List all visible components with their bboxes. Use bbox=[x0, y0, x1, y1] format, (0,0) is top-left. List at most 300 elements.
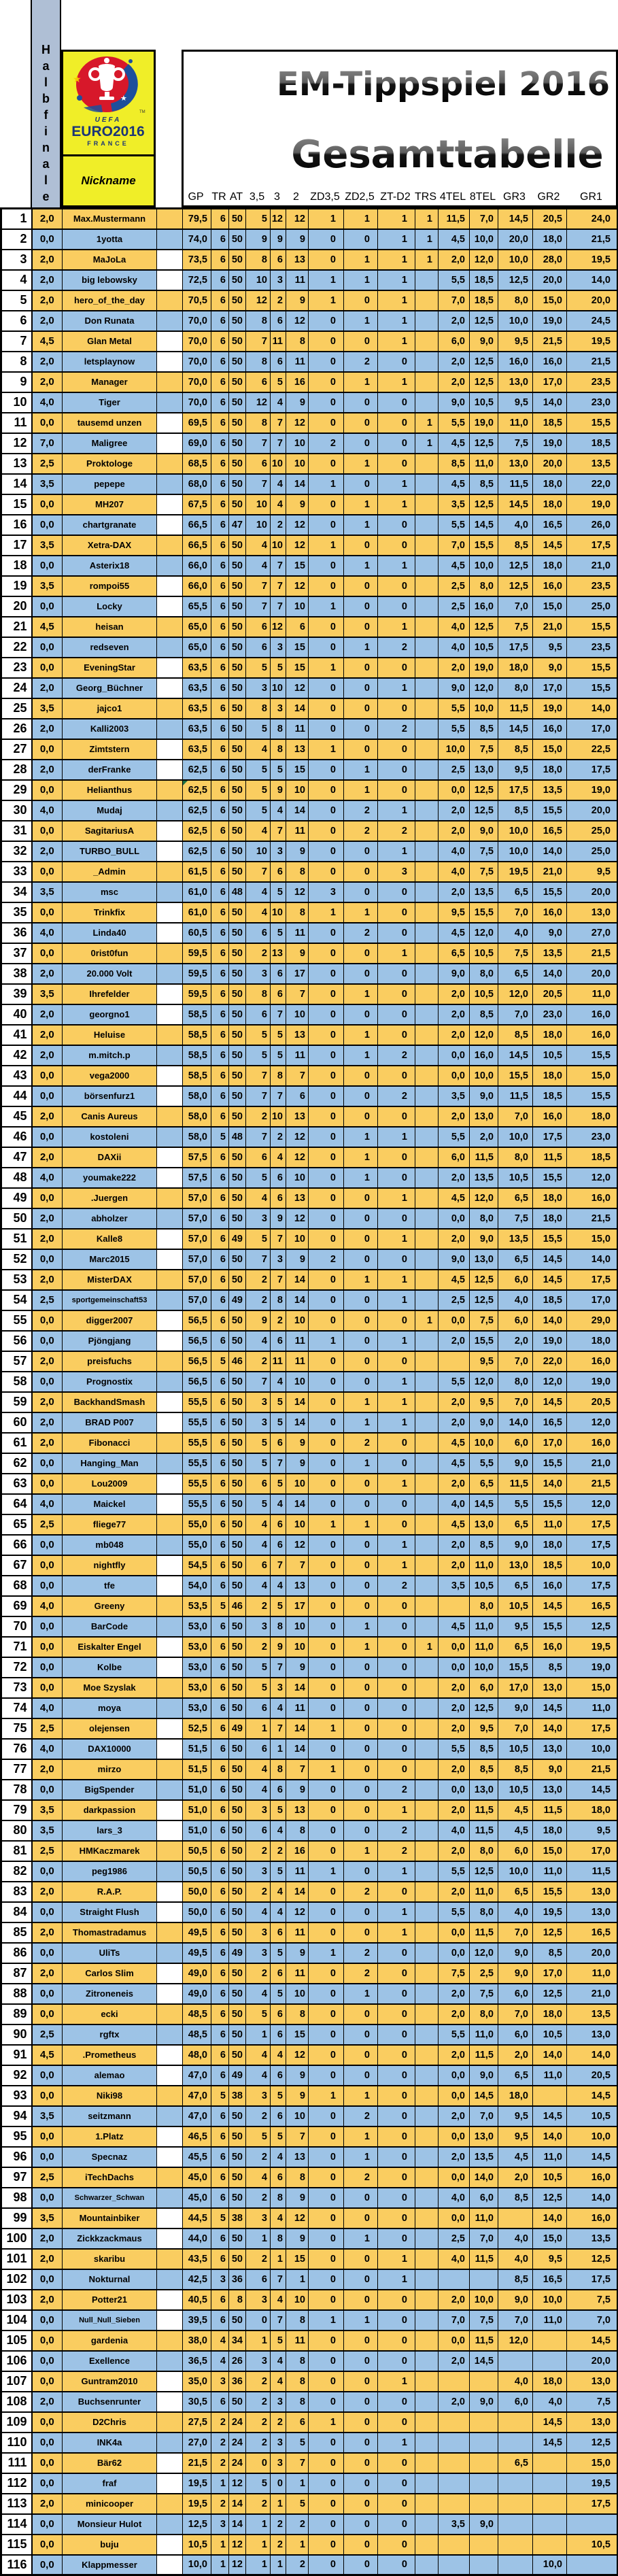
cell-stat: 2 bbox=[344, 1433, 378, 1453]
cell-stat: 24 bbox=[229, 2433, 246, 2453]
cell-stat: 17,0 bbox=[533, 372, 567, 392]
cell-stat: 6 bbox=[271, 250, 286, 270]
cell-stat: 4 bbox=[246, 2065, 271, 2086]
cell-nickname: georgno1 bbox=[63, 1004, 157, 1025]
cell-stat: 8,0 bbox=[470, 1208, 498, 1229]
cell-stat: 7,5 bbox=[498, 433, 533, 454]
cell-stat: 2 bbox=[271, 2514, 286, 2535]
cell-stat: 8 bbox=[246, 698, 271, 719]
cell-stat: 3 bbox=[211, 2371, 229, 2392]
cell-rank: 102 bbox=[1, 2269, 32, 2290]
cell-stat: 3 bbox=[246, 2351, 271, 2371]
cell-stat: 3 bbox=[246, 1943, 271, 1963]
cell-stat: 2,0 bbox=[439, 984, 470, 1004]
cell-stat: 20,0 bbox=[498, 229, 533, 250]
cell-nickname: Tiger bbox=[63, 392, 157, 413]
cell-halbfinale-points: 2,5 bbox=[32, 2167, 63, 2188]
cell-stat: 0 bbox=[344, 2392, 378, 2412]
cell-stat: 50 bbox=[229, 1984, 246, 2004]
cell-stat: 2,5 bbox=[439, 2228, 470, 2249]
table-row bbox=[1, 1616, 618, 1637]
cell-stat: 9,0 bbox=[470, 2514, 498, 2535]
cell-spacer bbox=[157, 821, 183, 841]
cell-halbfinale-points: 2,0 bbox=[32, 250, 63, 270]
cell-stat: 6,0 bbox=[470, 1678, 498, 1698]
table-row bbox=[1, 1698, 618, 1718]
cell-stat: 1 bbox=[415, 1637, 439, 1657]
cell-stat: 13,0 bbox=[533, 1739, 567, 1759]
cell-stat: 1 bbox=[271, 2555, 286, 2575]
cell-stat: 6,5 bbox=[498, 1249, 533, 1270]
column-header-gr3: GR3 bbox=[503, 191, 526, 203]
cell-stat: 2,0 bbox=[439, 1004, 470, 1025]
cell-stat: 5 bbox=[271, 1412, 286, 1433]
cell-stat: 14 bbox=[229, 2494, 246, 2514]
table-row bbox=[1, 1433, 618, 1453]
table-row bbox=[1, 2535, 618, 2555]
cell-nickname: big lebowsky bbox=[63, 270, 157, 290]
cell-stat: 16,0 bbox=[533, 902, 567, 923]
cell-stat bbox=[415, 2310, 439, 2331]
cell-stat: 0 bbox=[344, 1331, 378, 1351]
cell-stat: 9 bbox=[286, 2188, 309, 2208]
cell-stat bbox=[470, 2371, 498, 2392]
cell-stat: 38 bbox=[229, 2086, 246, 2106]
cell-stat: 1 bbox=[344, 2147, 378, 2167]
cell-stat: 6 bbox=[211, 352, 229, 372]
cell-stat: 70,0 bbox=[183, 352, 211, 372]
cell-stat: 1 bbox=[378, 290, 415, 311]
table-row bbox=[1, 658, 618, 678]
cell-stat bbox=[415, 1045, 439, 1066]
cell-stat: 12 bbox=[286, 678, 309, 698]
cell-stat: 50 bbox=[229, 1392, 246, 1412]
cell-nickname: 1.Platz bbox=[63, 2126, 157, 2147]
cell-stat bbox=[415, 2045, 439, 2065]
cell-stat: 6 bbox=[211, 209, 229, 229]
cell-nickname: iTechDachs bbox=[63, 2167, 157, 2188]
cell-stat: 4 bbox=[271, 2147, 286, 2167]
cell-stat: 8,0 bbox=[498, 678, 533, 698]
table-row bbox=[1, 1576, 618, 1596]
cell-stat: 11 bbox=[286, 821, 309, 841]
cell-stat: 10,0 bbox=[498, 841, 533, 862]
table-row bbox=[1, 902, 618, 923]
cell-stat: 1 bbox=[309, 658, 344, 678]
cell-stat: 18,0 bbox=[567, 1106, 618, 1127]
cell-stat bbox=[415, 1270, 439, 1290]
cell-stat: 6 bbox=[211, 923, 229, 943]
cell-rank: 54 bbox=[1, 1290, 32, 1310]
cell-stat: 0 bbox=[344, 1474, 378, 1494]
cell-stat: 17,0 bbox=[498, 1678, 533, 1698]
cell-stat: 0 bbox=[378, 1004, 415, 1025]
cell-stat: 50 bbox=[229, 1882, 246, 1902]
cell-stat bbox=[533, 2514, 567, 2535]
cell-stat bbox=[415, 800, 439, 821]
cell-stat: 9 bbox=[271, 229, 286, 250]
cell-stat: 0 bbox=[378, 2555, 415, 2575]
cell-stat: 1 bbox=[344, 902, 378, 923]
cell-stat: 4 bbox=[246, 1331, 271, 1351]
cell-stat: 0 bbox=[344, 1290, 378, 1310]
cell-stat: 10,5 bbox=[470, 392, 498, 413]
table-row bbox=[1, 2433, 618, 2453]
cell-stat: 50 bbox=[229, 1188, 246, 1208]
cell-stat: 50 bbox=[229, 433, 246, 454]
cell-stat: 8 bbox=[286, 1820, 309, 1841]
cell-stat: 2 bbox=[246, 943, 271, 964]
cell-nickname: Heluise bbox=[63, 1025, 157, 1045]
cell-stat: 5 bbox=[246, 2473, 271, 2494]
table-row bbox=[1, 1392, 618, 1412]
cell-stat: 5 bbox=[211, 2208, 229, 2228]
cell-stat: 9,0 bbox=[470, 1229, 498, 1249]
cell-stat: 12,5 bbox=[470, 1861, 498, 1882]
cell-stat: 2,0 bbox=[439, 2147, 470, 2167]
cell-stat: 9,5 bbox=[470, 1392, 498, 1412]
cell-stat: 1 bbox=[378, 1188, 415, 1208]
cell-stat: 2,0 bbox=[439, 2045, 470, 2065]
cell-stat: 6 bbox=[271, 2065, 286, 2086]
cell-rank: 50 bbox=[1, 1208, 32, 1229]
table-row bbox=[1, 2065, 618, 2086]
cell-halbfinale-points: 3,5 bbox=[32, 2208, 63, 2228]
cell-stat: 10,5 bbox=[533, 1045, 567, 1066]
cell-rank: 77 bbox=[1, 1759, 32, 1780]
cell-stat: 0 bbox=[309, 1780, 344, 1800]
cell-nickname: Hanging_Man bbox=[63, 1453, 157, 1474]
cell-spacer bbox=[157, 1596, 183, 1616]
cell-halbfinale-points: 2,0 bbox=[32, 290, 63, 311]
cell-stat: 9,5 bbox=[498, 2126, 533, 2147]
cell-rank: 60 bbox=[1, 1412, 32, 1433]
cell-stat: 21,5 bbox=[567, 229, 618, 250]
cell-stat: 6,0 bbox=[498, 2024, 533, 2045]
cell-halbfinale-points: 0,0 bbox=[32, 1576, 63, 1596]
cell-stat bbox=[415, 1392, 439, 1412]
cell-halbfinale-points: 0,0 bbox=[32, 1188, 63, 1208]
cell-stat: 0 bbox=[309, 2392, 344, 2412]
column-header-gr2: GR2 bbox=[537, 191, 560, 203]
cell-stat: 3 bbox=[271, 270, 286, 290]
cell-stat: 2 bbox=[246, 1841, 271, 1861]
cell-stat bbox=[415, 2126, 439, 2147]
cell-stat: 17,5 bbox=[567, 1576, 618, 1596]
table-row bbox=[1, 1229, 618, 1249]
cell-stat: 14,5 bbox=[533, 1698, 567, 1718]
cell-stat: 21,5 bbox=[533, 331, 567, 352]
table-row bbox=[1, 331, 618, 352]
cell-stat: 4,0 bbox=[439, 862, 470, 882]
table-row bbox=[1, 290, 618, 311]
cell-stat: 50 bbox=[229, 2045, 246, 2065]
cell-stat: 50 bbox=[229, 1759, 246, 1780]
cell-stat: 1 bbox=[344, 1453, 378, 1474]
cell-stat: 50 bbox=[229, 1922, 246, 1943]
column-header-gp: GP bbox=[188, 191, 204, 203]
cell-stat: 19,0 bbox=[567, 1657, 618, 1678]
cell-spacer bbox=[157, 2310, 183, 2331]
cell-stat: 10,0 bbox=[498, 311, 533, 331]
cell-stat: 0 bbox=[378, 2167, 415, 2188]
cell-stat: 0 bbox=[378, 352, 415, 372]
cell-halbfinale-points: 0,0 bbox=[32, 2004, 63, 2024]
cell-stat: 0 bbox=[246, 2310, 271, 2331]
cell-stat: 10 bbox=[246, 841, 271, 862]
cell-stat: 13 bbox=[286, 250, 309, 270]
cell-spacer bbox=[157, 1861, 183, 1882]
cell-stat: 6 bbox=[211, 1310, 229, 1331]
cell-stat: 9 bbox=[286, 1943, 309, 1963]
cell-stat: 7,0 bbox=[498, 1351, 533, 1372]
cell-stat: 0 bbox=[378, 2228, 415, 2249]
cell-stat: 8 bbox=[271, 1066, 286, 1086]
cell-stat: 13,5 bbox=[567, 454, 618, 474]
cell-stat: 13,5 bbox=[470, 882, 498, 902]
cell-stat: 16,0 bbox=[567, 1004, 618, 1025]
cell-stat: 4 bbox=[271, 2371, 286, 2392]
cell-stat: 0,0 bbox=[439, 1922, 470, 1943]
cell-stat: 9,5 bbox=[533, 637, 567, 658]
cell-stat: 18,0 bbox=[533, 1066, 567, 1086]
cell-stat: 14,0 bbox=[533, 1718, 567, 1739]
table-row bbox=[1, 841, 618, 862]
cell-stat: 0 bbox=[378, 1494, 415, 1514]
euro2016-logo-icon bbox=[63, 52, 154, 154]
cell-stat: 3 bbox=[271, 698, 286, 719]
cell-stat: 6,0 bbox=[498, 1310, 533, 1331]
cell-stat: 50 bbox=[229, 2147, 246, 2167]
vertical-letter: f bbox=[44, 108, 48, 122]
cell-stat: 0 bbox=[344, 1188, 378, 1208]
cell-spacer bbox=[157, 2412, 183, 2433]
cell-stat: 10 bbox=[246, 270, 271, 290]
cell-stat: 6 bbox=[211, 515, 229, 535]
cell-stat bbox=[567, 2555, 618, 2575]
cell-stat: 8 bbox=[286, 2392, 309, 2412]
cell-stat: 2,0 bbox=[439, 1025, 470, 1045]
cell-stat: 0 bbox=[309, 821, 344, 841]
cell-stat bbox=[415, 311, 439, 331]
cell-rank: 21 bbox=[1, 617, 32, 637]
cell-stat: 0 bbox=[378, 454, 415, 474]
cell-stat: 0 bbox=[344, 1372, 378, 1392]
cell-stat: 12 bbox=[286, 1535, 309, 1555]
cell-stat: 2,0 bbox=[439, 1800, 470, 1820]
cell-stat bbox=[439, 2453, 470, 2473]
cell-stat: 1 bbox=[344, 1616, 378, 1637]
cell-stat: 11,0 bbox=[533, 2065, 567, 2086]
cell-rank: 85 bbox=[1, 1922, 32, 1943]
cell-stat: 0 bbox=[378, 2331, 415, 2351]
cell-stat: 10,5 bbox=[470, 943, 498, 964]
cell-stat: 17,5 bbox=[567, 1718, 618, 1739]
cell-stat: 44,5 bbox=[183, 2208, 211, 2228]
cell-stat: 4,0 bbox=[498, 923, 533, 943]
cell-stat: 12,0 bbox=[470, 1025, 498, 1045]
cell-stat: 19,5 bbox=[567, 250, 618, 270]
cell-stat: 7,0 bbox=[498, 2004, 533, 2024]
cell-rank: 93 bbox=[1, 2086, 32, 2106]
cell-stat: 10,5 bbox=[533, 2167, 567, 2188]
cell-stat: 8,5 bbox=[498, 2269, 533, 2290]
table-row bbox=[1, 515, 618, 535]
cell-stat: 6 bbox=[271, 1780, 286, 1800]
cell-stat: 1 bbox=[211, 2555, 229, 2575]
cell-stat: 16,0 bbox=[533, 1106, 567, 1127]
cell-stat: 0 bbox=[344, 698, 378, 719]
cell-stat: 7,5 bbox=[498, 943, 533, 964]
cell-rank: 115 bbox=[1, 2535, 32, 2555]
cell-stat: 9,0 bbox=[533, 923, 567, 943]
cell-spacer bbox=[157, 1168, 183, 1188]
cell-stat: 2 bbox=[271, 1127, 286, 1147]
cell-stat: 19,5 bbox=[183, 2473, 211, 2494]
cell-stat: 6 bbox=[211, 1045, 229, 1066]
cell-rank: 101 bbox=[1, 2249, 32, 2269]
table-row bbox=[1, 1780, 618, 1800]
cell-stat: 4,5 bbox=[498, 2147, 533, 2167]
cell-stat: 5 bbox=[246, 658, 271, 678]
cell-stat: 50 bbox=[229, 1576, 246, 1596]
title-graphic bbox=[184, 52, 616, 205]
cell-stat: 4,5 bbox=[439, 229, 470, 250]
vertical-letter: H bbox=[41, 43, 50, 56]
cell-stat: 0 bbox=[309, 2269, 344, 2290]
cell-nickname: tausemd unzen bbox=[63, 413, 157, 433]
cell-stat: 10 bbox=[286, 596, 309, 617]
cell-stat: 7 bbox=[286, 1555, 309, 1576]
cell-nickname: Straight Flush bbox=[63, 1902, 157, 1922]
cell-stat: 0 bbox=[309, 1535, 344, 1555]
cell-stat: 17,0 bbox=[533, 678, 567, 698]
cell-stat: 3 bbox=[271, 2392, 286, 2412]
cell-spacer bbox=[157, 2351, 183, 2371]
cell-stat bbox=[415, 1331, 439, 1351]
cell-stat: 0 bbox=[344, 1657, 378, 1678]
cell-stat: 50 bbox=[229, 943, 246, 964]
cell-stat: 4 bbox=[271, 1698, 286, 1718]
cell-stat: 7 bbox=[246, 1086, 271, 1106]
cell-stat: 15,5 bbox=[567, 1045, 618, 1066]
cell-stat: 0 bbox=[378, 1698, 415, 1718]
cell-stat: 4,0 bbox=[439, 1820, 470, 1841]
cell-stat: 11 bbox=[286, 352, 309, 372]
cell-stat bbox=[415, 617, 439, 637]
cell-stat: 4 bbox=[246, 739, 271, 760]
cell-stat: 73,5 bbox=[183, 250, 211, 270]
cell-stat: 8,5 bbox=[439, 454, 470, 474]
cell-stat: 10,0 bbox=[183, 2555, 211, 2575]
cell-rank: 38 bbox=[1, 964, 32, 984]
cell-stat: 4 bbox=[271, 1372, 286, 1392]
cell-stat: 50 bbox=[229, 1514, 246, 1535]
cell-stat: 20,0 bbox=[533, 454, 567, 474]
cell-rank: 89 bbox=[1, 2004, 32, 2024]
cell-stat: 14,5 bbox=[498, 209, 533, 229]
cell-stat: 1 bbox=[344, 270, 378, 290]
cell-halbfinale-points: 0,0 bbox=[32, 1616, 63, 1637]
cell-stat: 72,5 bbox=[183, 270, 211, 290]
cell-stat: 11 bbox=[286, 719, 309, 739]
cell-stat bbox=[415, 1780, 439, 1800]
table-row bbox=[1, 2188, 618, 2208]
cell-stat: 6 bbox=[211, 2004, 229, 2024]
cell-stat: 6 bbox=[271, 1514, 286, 1535]
cell-spacer bbox=[157, 1780, 183, 1800]
cell-stat: 4,5 bbox=[498, 1800, 533, 1820]
cell-stat: 1 bbox=[344, 1841, 378, 1861]
cell-stat: 6 bbox=[211, 2188, 229, 2208]
cell-spacer bbox=[157, 637, 183, 658]
cell-rank: 106 bbox=[1, 2351, 32, 2371]
cell-nickname: redseven bbox=[63, 637, 157, 658]
cell-stat: 9,5 bbox=[470, 1718, 498, 1739]
cell-stat: 4 bbox=[271, 474, 286, 494]
table-row bbox=[1, 1637, 618, 1657]
cell-stat: 1 bbox=[378, 1229, 415, 1249]
cell-stat: 2 bbox=[271, 290, 286, 311]
cell-stat: 13 bbox=[271, 943, 286, 964]
table-row bbox=[1, 433, 618, 454]
cell-stat: 8 bbox=[286, 2351, 309, 2371]
cell-stat: 5 bbox=[246, 1025, 271, 1045]
cell-stat: 57,5 bbox=[183, 1168, 211, 1188]
cell-stat: 6 bbox=[211, 1514, 229, 1535]
cell-stat: 9,5 bbox=[533, 2249, 567, 2269]
cell-stat: 1 bbox=[378, 372, 415, 392]
cell-stat: 0 bbox=[309, 1596, 344, 1616]
cell-stat: 20,0 bbox=[567, 882, 618, 902]
cell-stat: 14,5 bbox=[533, 1596, 567, 1616]
cell-halbfinale-points: 0,0 bbox=[32, 2086, 63, 2106]
cell-halbfinale-points: 0,0 bbox=[32, 1331, 63, 1351]
cell-stat: 0 bbox=[344, 1310, 378, 1331]
cell-stat: 19,5 bbox=[567, 331, 618, 352]
cell-stat: 21,0 bbox=[567, 556, 618, 576]
cell-stat: 21,0 bbox=[567, 1453, 618, 1474]
cell-stat: 69,5 bbox=[183, 413, 211, 433]
cell-stat: 15,5 bbox=[470, 1331, 498, 1351]
cell-stat: 20,5 bbox=[533, 984, 567, 1004]
cell-spacer bbox=[157, 2024, 183, 2045]
cell-stat: 5 bbox=[246, 1168, 271, 1188]
cell-stat bbox=[415, 1412, 439, 1433]
cell-stat: 15,0 bbox=[567, 1229, 618, 1249]
cell-stat: 14,5 bbox=[533, 1249, 567, 1270]
cell-stat: 0 bbox=[378, 2126, 415, 2147]
cell-stat: 50 bbox=[229, 902, 246, 923]
table-row bbox=[1, 964, 618, 984]
cell-stat: 1 bbox=[415, 229, 439, 250]
cell-stat: 5 bbox=[271, 1943, 286, 1963]
cell-stat: 1 bbox=[309, 1861, 344, 1882]
cell-stat bbox=[415, 2249, 439, 2269]
cell-stat: 5 bbox=[246, 1494, 271, 1514]
cell-halbfinale-points: 0,0 bbox=[32, 2188, 63, 2208]
cell-stat: 0 bbox=[309, 2331, 344, 2351]
cell-stat: 50 bbox=[229, 2249, 246, 2269]
cell-stat bbox=[415, 637, 439, 658]
table-row bbox=[1, 1555, 618, 1576]
cell-stat: 2 bbox=[211, 2494, 229, 2514]
cell-nickname: HMKaczmarek bbox=[63, 1841, 157, 1861]
cell-stat: 0 bbox=[344, 1678, 378, 1698]
cell-stat: 70,0 bbox=[183, 331, 211, 352]
cell-stat: 11,0 bbox=[567, 1698, 618, 1718]
cell-stat bbox=[415, 2494, 439, 2514]
